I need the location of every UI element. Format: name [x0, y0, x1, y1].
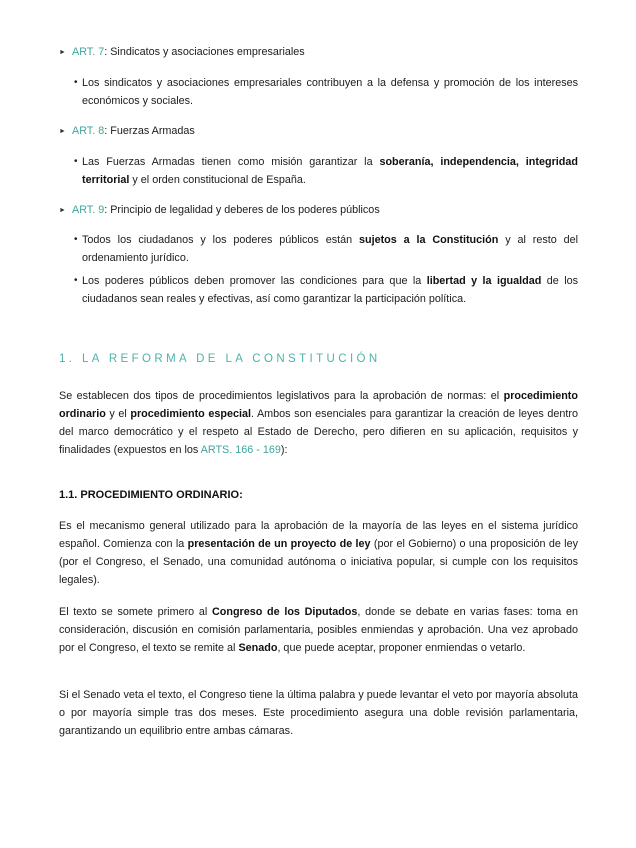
- article-code[interactable]: ART. 8: [72, 125, 105, 137]
- list-item: • Los poderes públicos deben promover las condiciones para que la libertad y la igualdad de los ciudadanos sean reales y efectivas, así como garantizar la participación política.: [74, 272, 578, 308]
- article-heading-9: ► ART. 9: Principio de legalidad y deberes de los poderes públicos: [59, 201, 579, 220]
- article-title: Principio de legalidad y deberes de los poderes públicos: [110, 204, 380, 216]
- articles-link[interactable]: ARTS. 166 - 169: [200, 444, 281, 456]
- bullet-dot-icon: •: [74, 156, 78, 167]
- triangle-bullet-icon: ►: [59, 49, 66, 56]
- triangle-bullet-icon: ►: [59, 207, 66, 214]
- list-item: • Las Fuerzas Armadas tienen como misión garantizar la soberanía, independencia, integridad territorial y el orden constitucional de España.: [74, 153, 578, 189]
- article-code[interactable]: ART. 9: [72, 204, 105, 216]
- article-heading-7: ► ART. 7: Sindicatos y asociaciones empresariales: [59, 43, 579, 62]
- paragraph: Es el mecanismo general utilizado para la aprobación de la mayoría de las leyes en el sistema jurídico español. Comienza con la presentación de un proyecto de ley (por el Gobierno) o una proposición de ley (por el Congreso, el Senado, una comunidad autónoma o iniciativa popular, si cumple con los requisitos legales).: [59, 520, 578, 586]
- article-title: Fuerzas Armadas: [110, 125, 195, 137]
- paragraph: El texto se somete primero al Congreso de los Diputados, donde se debate en varias fases: toma en consideración, discusión en comisión parlamentaria, posibles enmiendas y aprobación. Una vez aprobado por el Congreso, el texto se remite al Senado, que puede aceptar, proponer enmiendas o vetarlo.: [59, 606, 578, 654]
- article-code[interactable]: ART. 7: [72, 46, 105, 58]
- paragraph: Si el Senado veta el texto, el Congreso tiene la última palabra y puede levantar el veto por mayoría absoluta o por mayoría simple tras dos meses. Este procedimiento asegura una doble revisión parlamentaria, garantizando un equilibrio entre ambas cámaras.: [59, 689, 578, 737]
- bullet-dot-icon: •: [74, 234, 78, 245]
- article-heading-8: ► ART. 8: Fuerzas Armadas: [59, 122, 579, 141]
- article-title: Sindicatos y asociaciones empresariales: [110, 46, 305, 58]
- list-item: • Los sindicatos y asociaciones empresariales contribuyen a la defensa y promoción de los intereses económicos y sociales.: [74, 74, 578, 110]
- bullet-dot-icon: •: [74, 275, 78, 286]
- section-title: 1. LA REFORMA DE LA CONSTITUCIÓN: [59, 353, 381, 365]
- bullet-dot-icon: •: [74, 77, 78, 88]
- triangle-bullet-icon: ►: [59, 128, 66, 135]
- intro-paragraph: Se establecen dos tipos de procedimientos legislativos para la aprobación de normas: el procedimiento ordinario y el procedimiento especial. Ambos son esenciales para garantizar la creación de leyes dentro del marco democrático y el respeto al Estado de Derecho, pero difieren en su aplicación, requisitos y finalidades (expuestos en los ARTS. 166 - 169):: [59, 390, 578, 456]
- list-item: • Todos los ciudadanos y los poderes públicos están sujetos a la Constitución y al resto del ordenamiento jurídico.: [74, 231, 578, 267]
- subsection-title: 1.1. PROCEDIMIENTO ORDINARIO:: [59, 489, 243, 501]
